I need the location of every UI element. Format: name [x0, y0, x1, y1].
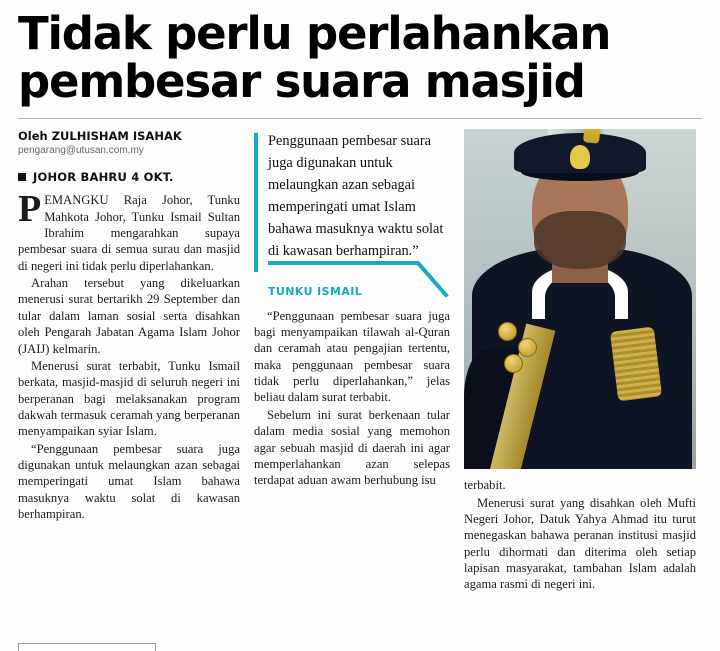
byline-email: pengarang@utusan.com.my [18, 145, 144, 157]
pull-quote-tail [268, 263, 450, 299]
byline: Oleh ZULHISHAM ISAHAK [18, 129, 182, 144]
square-bullet-icon [18, 173, 26, 181]
paragraph: Sebelum ini surat berkenaan tular dalam media sosial yang memohon agar sebuah masjid di daerah ini agar memperlahankan azan selepas terdapat aduan awam berhubung isu [254, 407, 450, 488]
headline-divider [18, 118, 702, 119]
column-three [464, 129, 696, 594]
article-body [18, 129, 702, 594]
paragraph: Menerusi surat terbabit, Tunku Ismail berkata, masjid-masjid di seluruh negeri ini berperanan bagi melaksanakan program dakwah termasuk ceramah yang berperanan menyampaikan syiar Islam. [18, 358, 240, 439]
paragraph: PEMANGKU Raja Johor, Tunku Mahkota Johor, Tunku Ismail Sultan Ibrahim mengarahkan supaya pembesar suara di semua surau dan masjid di negeri ini tidak perlu diperlahankan. [18, 188, 240, 273]
column-one [18, 129, 240, 523]
paragraph: Menerusi surat yang disahkan oleh Mufti Negeri Johor, Datuk Yahya Ahmad itu turut menegaskan bahawa peranan institusi masjid perlu dihormati dan diterima oleh setiap lapisan masyarakat, tambahan Islam adalah agama rasmi di negeri ini. [464, 495, 696, 592]
dateline-text: JOHOR BAHRU 4 OKT. [33, 170, 174, 185]
pull-quote-attribution: TUNKU ISMAIL [268, 284, 363, 298]
photo-subject-beard [534, 211, 626, 269]
headline-line-2: pembesar suara masjid [18, 55, 585, 109]
column-two [254, 129, 450, 489]
paragraph: Arahan tersebut yang dikeluarkan menerusi surat bertarikh 29 September dan tular dalam laman sosial serta disahkan oleh Pengarah Jabatan Agama Islam Johor (JAIJ) kelmarin. [18, 276, 240, 356]
photo-subject-aiguillette [610, 327, 662, 402]
page-footer-box [18, 643, 156, 651]
headline-line-1: Tidak perlu perlahankan [18, 7, 611, 60]
paragraph: “Penggunaan pembesar suara juga bagi menyampaikan tilawah al-Quran dan ceramah atau pengajian tertentu, maka penggunaan pembesar suara tidak perlu diperlahankan,” jelas beliau dalam surat terbabit. [254, 308, 450, 405]
pull-quote-accent-bar [254, 133, 258, 271]
photo-subject-cap-badge [570, 145, 590, 169]
article-photo [464, 129, 696, 469]
pull-quote-text: Penggunaan pembesar suara juga digunakan untuk melaungkan azan sebagai memperingati umat Islam bahawa masuknya waktu solat di kawasan berhampiran.” [268, 133, 444, 259]
paragraph: “Penggunaan pembesar suara juga digunakan untuk melaungkan azan sebagai memperingati umat Islam bahawa masuknya waktu solat di kawasan berhampiran. [18, 441, 240, 522]
paragraph: terbabit. [464, 478, 506, 493]
dateline [18, 170, 240, 184]
pull-quote [254, 131, 450, 297]
page-title [18, 0, 702, 109]
